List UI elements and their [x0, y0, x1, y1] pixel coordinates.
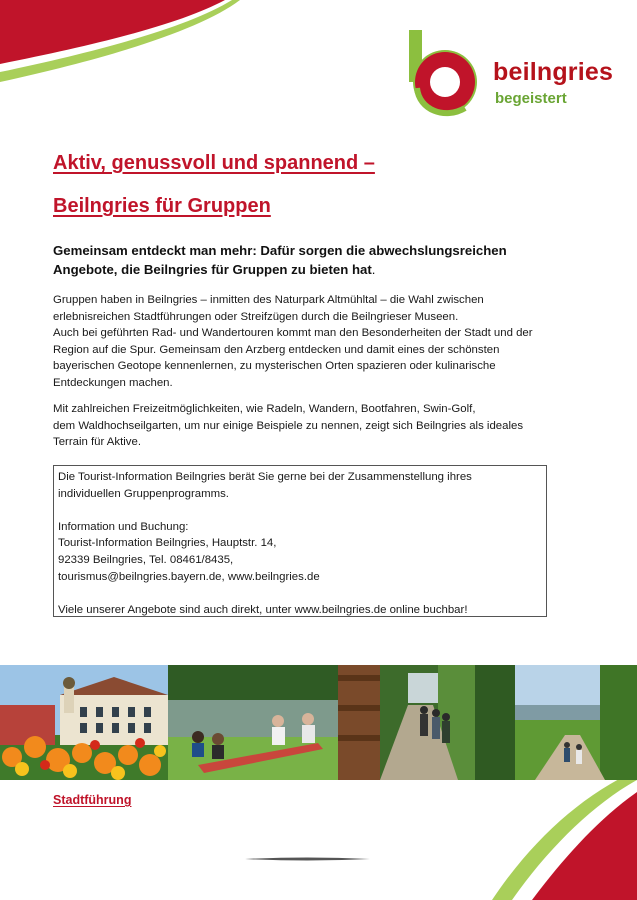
top-left-corner-swoosh: [0, 0, 240, 90]
paragraph-line: Entdeckungen machen.: [53, 376, 173, 389]
infobox-address-line-1: Tourist-Information Beilngries, Hauptstr. 14,: [58, 537, 277, 550]
paragraph-line: Terrain für Aktive.: [53, 436, 141, 449]
page-title-line-1: Aktiv, genussvoll und spannend –: [53, 152, 375, 174]
body-paragraph-1: [53, 292, 573, 392]
paragraph-line: dem Waldhochseilgarten, um nur einige Beispiele zu nennen, zeigt sich Beilngries als ideales: [53, 419, 524, 432]
lead-period: .: [371, 262, 376, 277]
paragraph-line: Auch bei geführten Rad- und Wandertouren kommt man den Besonderheiten der Stadt und der: [53, 327, 533, 340]
lead-line-2: [53, 260, 553, 279]
canoe-riverside-photo: [168, 665, 338, 780]
page-title-line-2: Beilngries für Gruppen: [53, 195, 271, 217]
footer-divider: [245, 856, 370, 862]
infobox-contact-heading: Information und Buchung:: [58, 520, 189, 533]
forest-path-hikers-photo: [338, 665, 475, 780]
infobox-intro-line-2: individuellen Gruppenprogramms.: [58, 487, 229, 500]
paragraph-line: Mit zahlreichen Freizeitmöglichkeiten, wie Radeln, Wandern, Bootfahren, Swin-Golf,: [53, 403, 476, 415]
valley-walk-photo: [475, 665, 637, 780]
logo-name: beilngries: [493, 58, 614, 86]
paragraph-line: erlebnisreichen Stadtführungen oder Streifzügen durch die Beilngrieser Museen.: [53, 310, 459, 323]
paragraph-line: bayerischen Geotope kennenlernen, zu mysterischen Orten spazieren oder kulinarische: [53, 360, 496, 373]
town-square-flowers-photo: [0, 665, 168, 780]
beilngries-logo: [405, 28, 620, 120]
infobox-contact-line: tourismus@beilngries.bayern.de, www.beilngries.de: [58, 570, 320, 583]
infobox-intro-line-1: Die Tourist-Information Beilngries berät Sie gerne bei der Zusammenstellung ihres: [58, 471, 472, 483]
lead-paragraph: [53, 241, 553, 279]
body-paragraph-2: [53, 401, 573, 451]
stadtfuehrung-link[interactable]: Stadtführung: [53, 793, 132, 807]
infobox-online-booking: Viele unserer Angebote sind auch direkt, unter www.beilngries.de online buchbar!: [58, 603, 468, 616]
lead-line-2-text: Angebote, die Beilngries für Gruppen zu bieten hat: [53, 262, 372, 277]
photo-strip: [0, 665, 637, 780]
paragraph-line: Gruppen haben in Beilngries – inmitten des Naturpark Altmühltal – die Wahl zwischen: [53, 294, 484, 306]
bottom-right-corner-swoosh: [437, 770, 637, 900]
paragraph-line: Region auf die Spur. Gemeinsam den Arzberg entdecken und damit eines der schönsten: [53, 343, 500, 356]
logo-b-mark: [405, 28, 485, 118]
lead-line-1: Gemeinsam entdeckt man mehr: Dafür sorgen die abwechslungsreichen: [53, 243, 507, 258]
booking-info-box: [53, 465, 547, 617]
infobox-address-line-2: 92339 Beilngries, Tel. 08461/8435,: [58, 553, 234, 566]
logo-tagline: begeistert: [495, 90, 567, 107]
